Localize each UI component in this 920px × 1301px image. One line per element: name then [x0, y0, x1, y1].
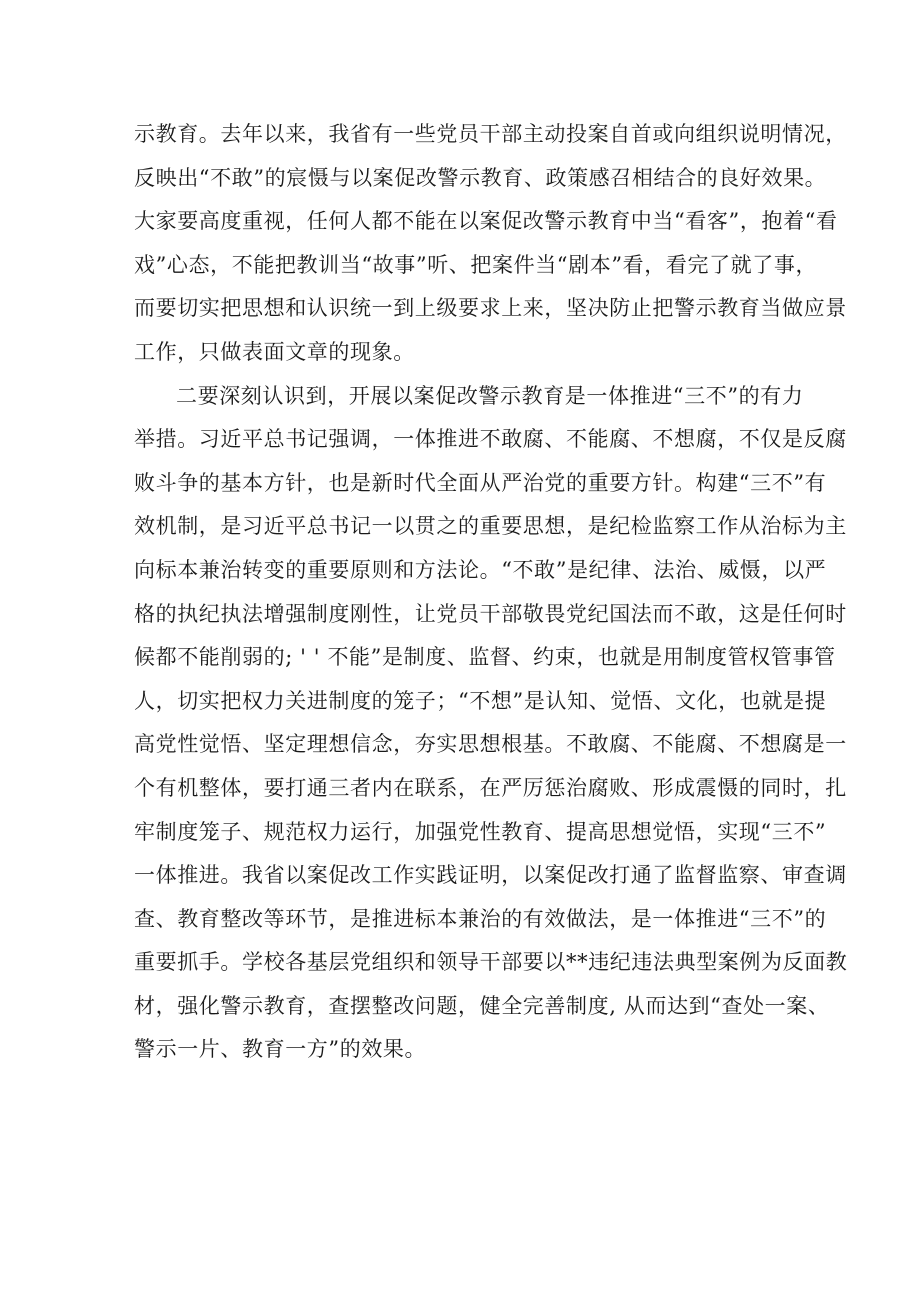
text-line: 反映出“不敢”的宸慑与以案促改警示教育、政策感召相结合的良好效果。 — [134, 165, 827, 190]
text-line: 查、教育整改等环节，是推进标本兼治的有效做法，是一体推进“三不”的 — [134, 906, 827, 931]
text-line: 重要抓手。学校各基层党组织和领导干部要以**违纪违法典型案例为反面教 — [134, 950, 848, 975]
text-line: 候都不能削弱的; ' ' 不能”是制度、监督、约束，也就是用制度管权管事管 — [134, 645, 836, 670]
text-line: 大家要高度重视，任何人都不能在以案促改警示教育中当“看客”，抱着“看 — [134, 209, 838, 234]
text-line: 牢制度笼子、规范权力运行，加强党性教育、提高思想觉悟，实现“三不” — [134, 819, 827, 844]
text-line: 示教育。去年以来，我省有一些党员干部主动投案自首或向组织说明情况， — [134, 122, 847, 146]
text-line: 材，强化警示教育，查摆整改问题，健全完善制度, 从而达到“查处一案、 — [134, 993, 830, 1018]
paragraph-2 — [134, 375, 848, 1073]
text-line: 警示一片、教育一方”的效果。 — [134, 1037, 427, 1062]
text-line: 个有机整体，要打通三者内在联系，在严厉惩治腐败、形成震慑的同时，扎 — [134, 775, 847, 800]
text-line: 戏”心态，不能把教训当“故事”听、把案件当“剧本”看，看完了就了事， — [134, 252, 818, 277]
text-line: 高党性觉悟、坚定理想信念，夯实思想根基。不敢腐、不能腐、不想腐是一 — [134, 732, 847, 757]
text-line: 一体推进。我省以案促改工作实践证明，以案促改打通了监督监察、审查调 — [134, 863, 847, 888]
text-line: 工作，只做表面文章的现象。 — [134, 339, 415, 364]
text-line: 格的执纪执法增强制度刚性，让党员干部敬畏党纪国法而不敢，这是任何时 — [134, 601, 847, 626]
text-line: 败斗争的基本方针，也是新时代全面从严治党的重要方针。构建“三不”有 — [134, 470, 827, 495]
text-line: 二要深刻认识到，开展以案促改警示教育是一体推进“三不”的有力 — [176, 383, 804, 408]
text-line: 向标本兼治转变的重要原则和方法论。“不敢”是纪律、法治、威慑，以严 — [134, 557, 827, 582]
text-line: 而要切实把思想和认识统一到上级要求上来，坚决防止把警示教育当做应景 — [134, 296, 847, 321]
document-page — [134, 113, 848, 1072]
text-line: 人，切实把权力关进制度的笼子；“不想”是认知、觉悟、文化，也就是提 — [134, 688, 827, 713]
text-line: 效机制，是习近平总书记一以贯之的重要思想，是纪检监察工作从治标为主 — [134, 514, 847, 539]
text-line: 举措。习近平总书记强调，一体推进不敢腐、不能腐、不想腐，不仅是反腐 — [134, 427, 847, 452]
paragraph-1 — [134, 113, 847, 375]
